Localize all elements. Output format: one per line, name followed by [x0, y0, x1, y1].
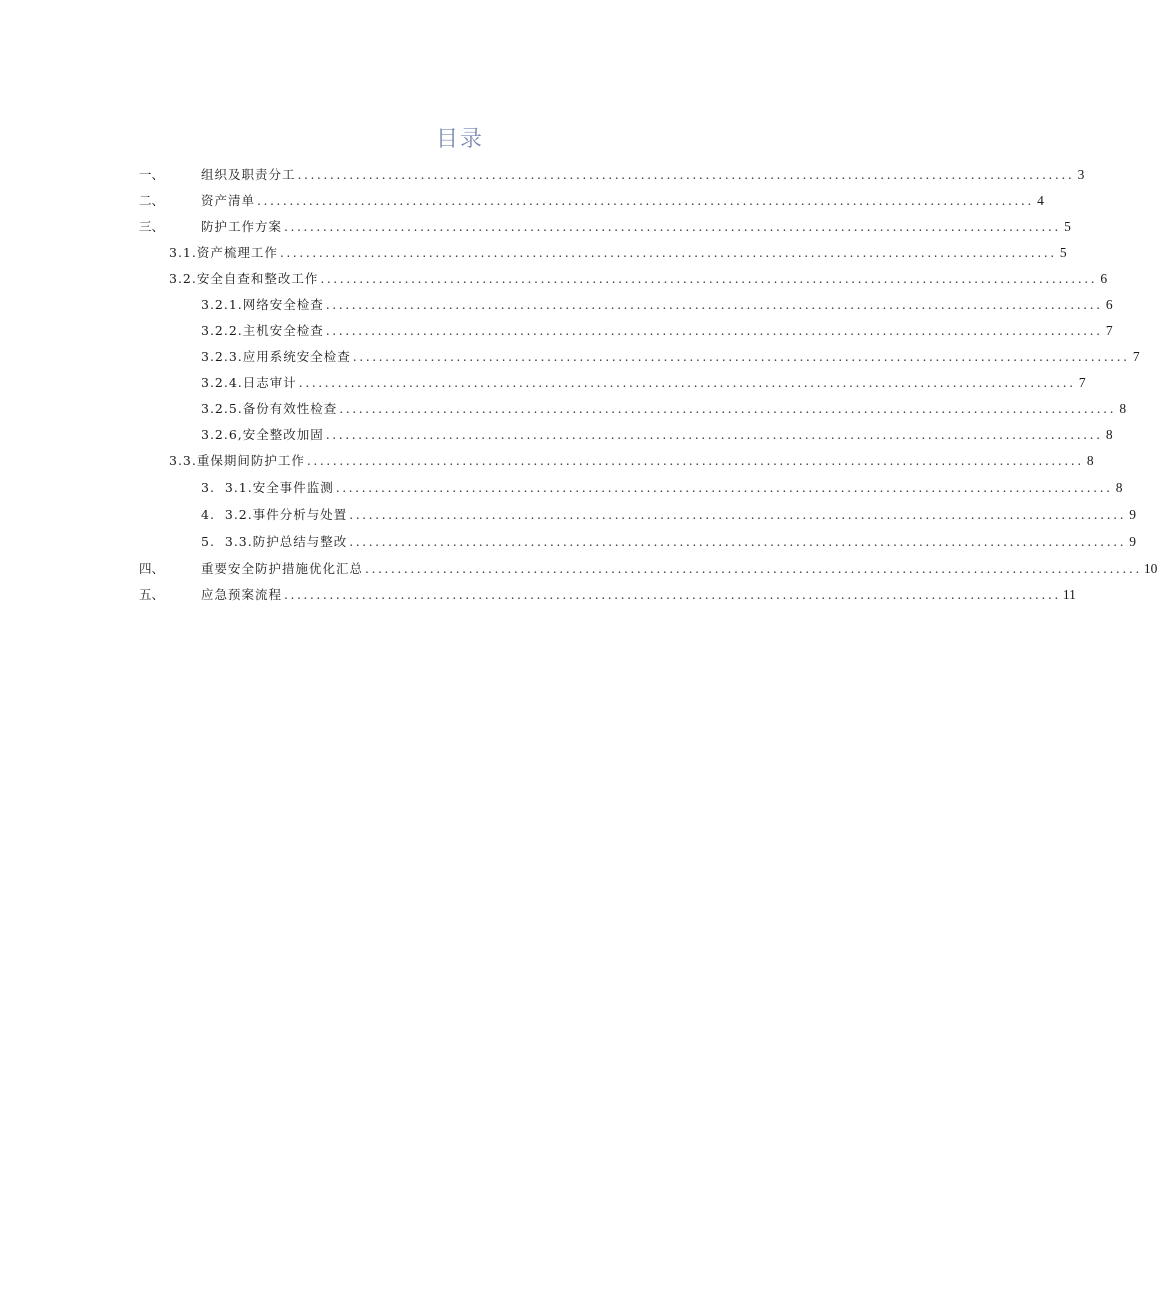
dot-leader: ........................................................................................................................ [339, 401, 1117, 416]
toc-entry-label: 3.2.4.日志审计 [201, 375, 297, 390]
toc-entry[interactable] [0, 242, 1067, 264]
toc-entry[interactable] [0, 346, 1140, 368]
toc-entry-label: 应急预案流程 [201, 587, 283, 602]
dot-leader: ........................................................................................................................ [352, 349, 1130, 364]
toc-entry-label: 组织及职责分工 [201, 167, 296, 182]
toc-entry-number: 五、 [139, 587, 165, 602]
toc-entry-number: 四、 [139, 561, 165, 576]
toc-title: 目录 [435, 127, 484, 152]
toc-entry-page: 7 [1105, 323, 1113, 338]
toc-entry[interactable] [0, 372, 1086, 394]
toc-entry-label: 3.2.5.备份有效性检查 [201, 401, 338, 416]
toc-entry[interactable] [0, 268, 1108, 290]
dot-leader: ........................................................................................................................ [297, 167, 1075, 182]
toc-entry-label: 3.2.3.应用系统安全检查 [201, 349, 351, 364]
toc-entry-page: 10 [1143, 561, 1157, 576]
toc-entry-label: 3. 3.1.安全事件监测 [201, 480, 334, 495]
toc-entry-label: 5. 3.3.防护总结与整改 [201, 534, 348, 549]
dot-leader: ........................................................................................................................ [335, 480, 1113, 495]
toc-entry[interactable] [0, 216, 1071, 238]
toc-entry[interactable] [0, 424, 1113, 446]
toc-entry-page: 4 [1037, 193, 1044, 208]
dot-leader: ........................................................................................................................ [349, 534, 1127, 549]
toc-entry-page: 7 [1132, 349, 1140, 364]
toc-entry-number: 二、 [139, 193, 165, 208]
toc-entry[interactable] [0, 504, 1137, 526]
toc-entry-label: 资产清单 [201, 193, 256, 208]
toc-entry-number: 一、 [139, 167, 165, 182]
toc-entry-page: 8 [1119, 401, 1127, 416]
toc-entry-label: 3.2.6,安全整改加固 [201, 427, 324, 442]
dot-leader: ........................................................................................................................ [298, 375, 1076, 390]
toc-entry[interactable] [0, 320, 1113, 342]
dot-leader: ........................................................................................................................ [279, 245, 1057, 260]
toc-entry[interactable] [0, 190, 1044, 212]
toc-entry-page: 11 [1062, 587, 1076, 602]
dot-leader: ........................................................................................................................ [325, 323, 1103, 338]
toc-entry-number: 三、 [139, 219, 165, 234]
dot-leader: ........................................................................................................................ [349, 507, 1127, 522]
toc-entry[interactable] [0, 450, 1094, 472]
toc-entry[interactable] [0, 477, 1123, 499]
toc-entry-label: 重要安全防护措施优化汇总 [201, 561, 364, 576]
dot-leader: ........................................................................................................................ [284, 587, 1061, 602]
toc-entry-page: 9 [1129, 534, 1137, 549]
toc-entry[interactable] [0, 558, 1157, 580]
dot-leader: ........................................................................................................................ [306, 453, 1084, 468]
dot-leader: ........................................................................................................................ [257, 193, 1034, 208]
toc-entry-page: 8 [1086, 453, 1094, 468]
toc-entry-label: 4. 3.2.事件分析与处置 [201, 507, 348, 522]
toc-entry[interactable] [0, 531, 1137, 553]
toc-entry-page: 6 [1100, 271, 1108, 286]
toc-entry-page: 5 [1064, 219, 1071, 234]
toc-entry-label: 3.2.安全自查和整改工作 [169, 271, 319, 286]
toc-entry-page: 9 [1129, 507, 1137, 522]
toc-entry[interactable] [0, 584, 1076, 606]
toc-entry[interactable] [0, 294, 1113, 316]
toc-entry-label: 3.2.2.主机安全检查 [201, 323, 324, 338]
toc-entry-page: 3 [1077, 167, 1085, 182]
toc-entry-label: 防护工作方案 [201, 219, 283, 234]
dot-leader: ........................................................................................................................ [365, 561, 1142, 576]
dot-leader: ........................................................................................................................ [325, 297, 1103, 312]
toc-entry-page: 8 [1105, 427, 1113, 442]
toc-entry-label: 3.2.1.网络安全检查 [201, 297, 324, 312]
toc-entry[interactable] [0, 164, 1085, 186]
toc-entry-page: 7 [1078, 375, 1086, 390]
toc-entry-page: 6 [1105, 297, 1113, 312]
dot-leader: ........................................................................................................................ [320, 271, 1098, 286]
dot-leader: ........................................................................................................................ [325, 427, 1103, 442]
toc-entry-label: 3.1.资产梳理工作 [169, 245, 278, 260]
toc-entry-label: 3.3.重保期间防护工作 [169, 453, 305, 468]
toc-entry[interactable] [0, 398, 1127, 420]
dot-leader: ........................................................................................................................ [284, 219, 1061, 234]
toc-entry-page: 5 [1059, 245, 1067, 260]
toc-entry-page: 8 [1115, 480, 1123, 495]
